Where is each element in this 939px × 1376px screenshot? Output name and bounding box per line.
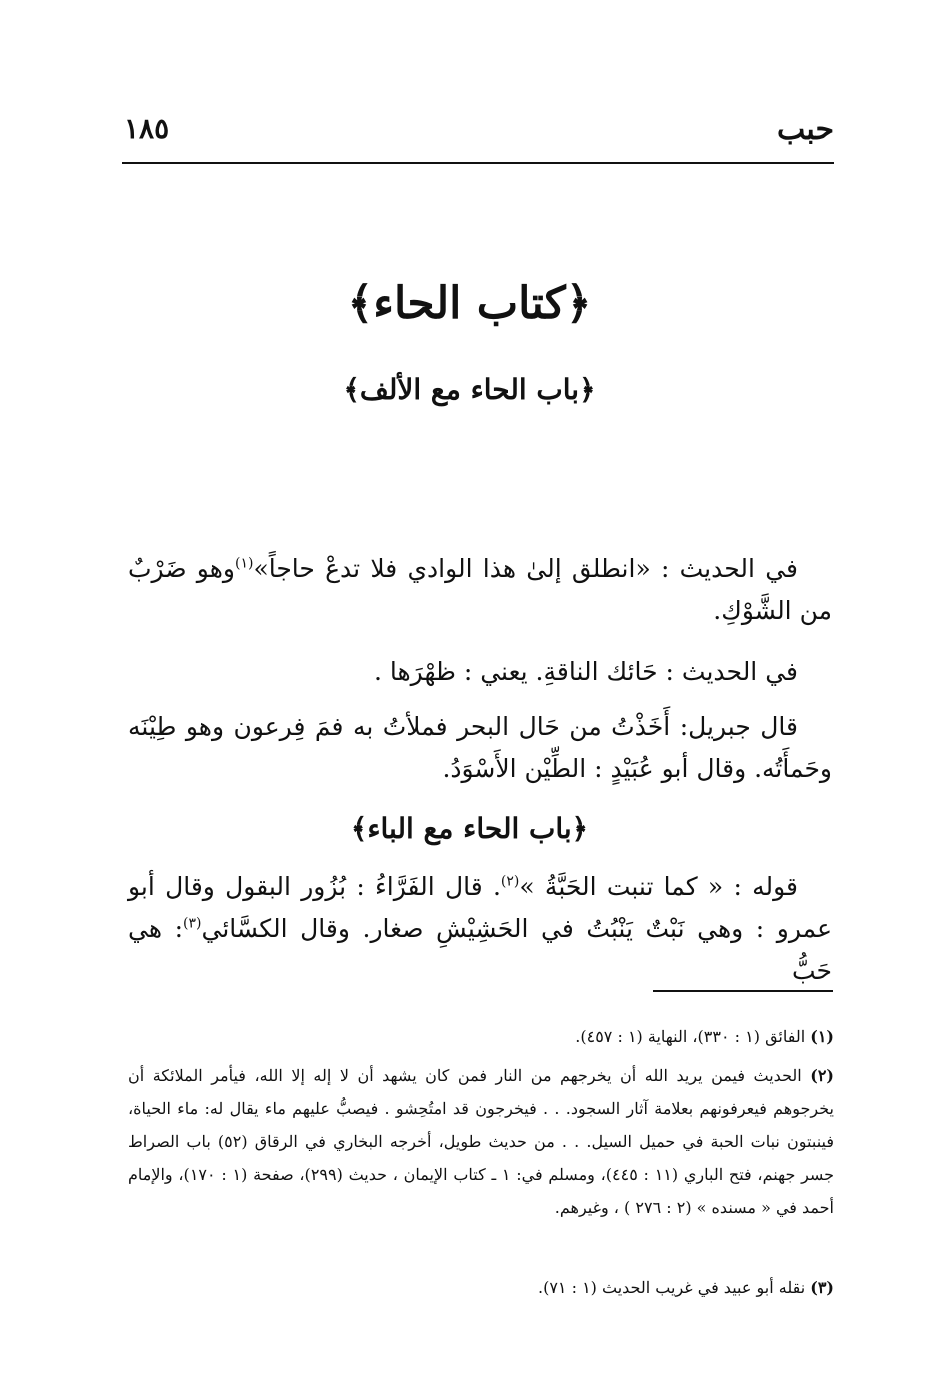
- footnote-separator: [653, 990, 833, 992]
- running-head-word: حبب: [776, 112, 834, 147]
- running-header: [122, 112, 834, 156]
- chapter-title-ba: ﴿باب الحاء مع الباء﴾: [350, 812, 589, 845]
- page-number: ١٨٥: [124, 112, 170, 145]
- footnote: (٢) الحديث فيمن يريد الله أن يخرجهم من النار فمن كان يشهد أن لا إله إلا الله، فيأمر الملائكة أن يخرجوهم فيعرفونهم بعلامة آثار السجود. . . فيخرجون قد امتُحِشو . فيصبُّ عليهم ماء يقال له: ماء الحياة، فينبتون نبات الحبة في حميل السيل. . . من حديث طويل، أخرجه البخاري في الرقاق (٥٢) باب الصراط جسر جهنم، فتح الباري (١١ : ٤٤٥)، ومسلم في: ١ ـ كتاب الإيمان ، حديث (٢٩٩)، صفحة (١ : ١٧٠)، والإمام أحمد في « مسنده » (٢ : ٢٧٦ ) ، وغيرهم.: [128, 1066, 835, 1217]
- footnote-ref: (٣): [183, 915, 202, 932]
- header-rule: [122, 162, 834, 164]
- paragraph: في الحديث : حَائك الناقةِ. يعني : ظهْرَها .: [373, 657, 798, 686]
- footnote-ref: (٢): [500, 873, 520, 890]
- chapter-title-alif: ﴿باب الحاء مع الألف﴾: [343, 373, 596, 406]
- paragraph: قوله : « كما تنبت الحَبَّةُ »$^{(٢)}$. قال الفَرَّاءُ : بُزُور البقول وقال أبو عمرو : وهي نَبْتٌ يَنْبُتُ في الحَشِيْشِ صغار. وقال الكسَّائي$^{(٣)}$: هي حَبُّ: [128, 872, 832, 985]
- footnote: (١) الفائق (١ : ٣٣٠)، النهاية (١ : ٤٥٧).: [575, 1027, 834, 1046]
- footnote-ref: (١): [234, 555, 254, 572]
- paragraph: قال جبريل: أَخَذْتُ من حَال البحر فملأتُ به فمَ فِرعون وهو طِيْنَه وحَمأَتُه. وقال أبو عُبَيْدٍ : الطِّيْن الأَسْوَدُ.: [128, 712, 832, 783]
- paragraph: في الحديث : «انطلق إلىٰ هذا الوادي فلا تدعْ حاجاً»$^{(١)}$وهو ضَرْبٌ من الشَّوْكِ.: [128, 554, 832, 625]
- book-title: ﴿كتاب الحاء﴾: [347, 278, 592, 329]
- footnote: (٣) نقله أبو عبيد في غريب الحديث (١ : ٧١).: [537, 1278, 834, 1297]
